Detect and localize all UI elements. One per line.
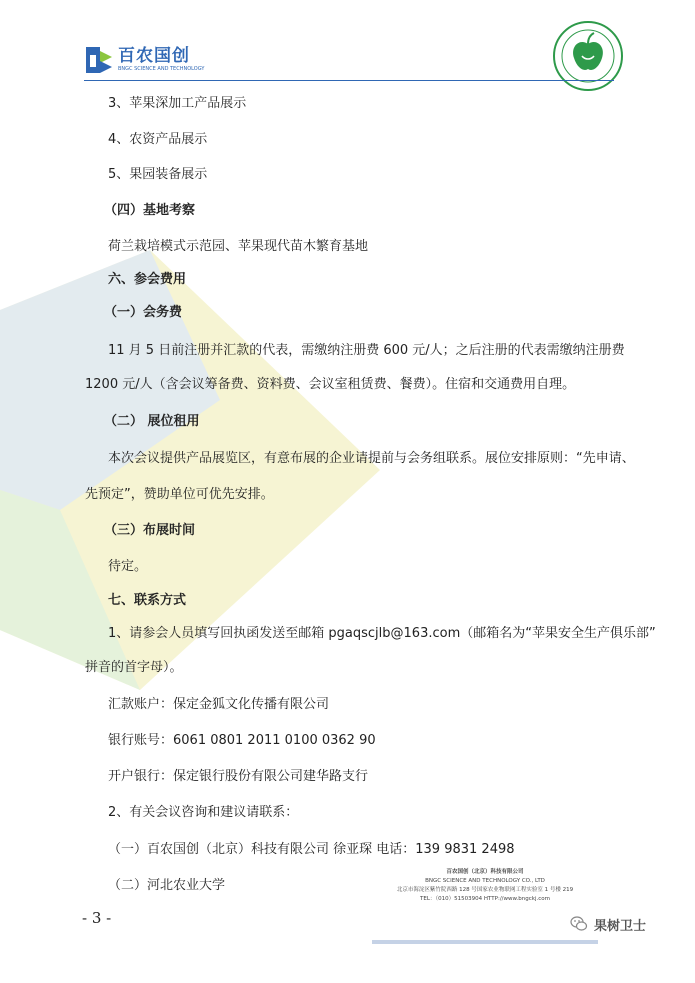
logo-chinese-name: 百农国创 xyxy=(118,46,190,66)
paragraph-text: 本次会议提供产品展览区，有意布展的企业请提前与会务组联系。展位安排原则：“先申请、 xyxy=(108,451,635,466)
paragraph-text: 银行账号：6061 0801 2011 0100 0362 90 xyxy=(108,733,376,748)
list-item: 3、苹果深加工产品展示 xyxy=(108,96,247,111)
paragraph-text: 汇款账户：保定金狐文化传播有限公司 xyxy=(108,697,330,712)
section-subheading: （一）会务费 xyxy=(104,305,183,320)
paragraph-text: 先预定”，赞助单位可优先安排。 xyxy=(85,487,274,502)
company-info xyxy=(370,868,600,904)
paragraph-text: 拼音的首字母）。 xyxy=(85,660,183,675)
wechat-account-name: 果树卫士 xyxy=(594,918,647,934)
list-item: 5、果园装备展示 xyxy=(108,167,208,182)
section-subheading: （二） 展位租用 xyxy=(104,414,200,429)
section-heading: 六、参会费用 xyxy=(108,272,187,287)
header-divider xyxy=(84,80,614,81)
paragraph-text: 11 月 5 日前注册并汇款的代表，需缴纳注册费 600 元/人；之后注册的代表需缴纳注册费 xyxy=(108,343,625,358)
logo-english-name: BNGC SCIENCE AND TECHNOLOGY xyxy=(118,66,205,72)
section-heading: 七、联系方式 xyxy=(108,593,187,608)
wechat-icon xyxy=(570,915,588,933)
paragraph-text: 待定。 xyxy=(108,559,148,574)
company-name-en: BNGC SCIENCE AND TECHNOLOGY CO., LTD xyxy=(425,878,545,884)
club-seal-icon xyxy=(552,20,624,92)
section-subheading: （三）布展时间 xyxy=(104,523,196,538)
section-subheading: （四）基地考察 xyxy=(104,203,196,218)
page-number: - 3 - xyxy=(82,909,112,927)
company-logo xyxy=(84,44,204,76)
company-name-cn: 百农国创（北京）科技有限公司 xyxy=(446,869,524,875)
paragraph-text: 2、有关会议咨询和建议请联系： xyxy=(108,805,299,820)
list-item: 4、农资产品展示 xyxy=(108,132,208,147)
paragraph-text: 1、请参会人员填写回执函发送至邮箱 pgaqscjlb@163.com（邮箱名为“苹果安全生产俱乐部” xyxy=(108,626,656,641)
paragraph-text: （二）河北农业大学 xyxy=(108,878,226,893)
paragraph-text: 1200 元/人（含会议筹备费、资料费、会议室租赁费、餐费）。住宿和交通费用自理。 xyxy=(85,377,576,392)
paragraph-text: 荷兰栽培模式示范园、苹果现代苗木繁育基地 xyxy=(108,239,369,254)
company-contact: TEL：（010）51503904 HTTP://www.bngckj.com xyxy=(420,896,550,902)
company-address: 北京市海淀区紫竹院西路 128 号国家农业物联网工程实验室 1 号楼 219 xyxy=(396,887,574,893)
wechat-account-badge xyxy=(570,912,646,936)
logo-mark-icon xyxy=(84,45,114,75)
footer-bar xyxy=(372,940,598,944)
paragraph-text: 开户银行：保定银行股份有限公司建华路支行 xyxy=(108,769,369,784)
paragraph-text: （一）百农国创（北京）科技有限公司 徐亚琛 电话：139 9831 2498 xyxy=(108,842,515,857)
